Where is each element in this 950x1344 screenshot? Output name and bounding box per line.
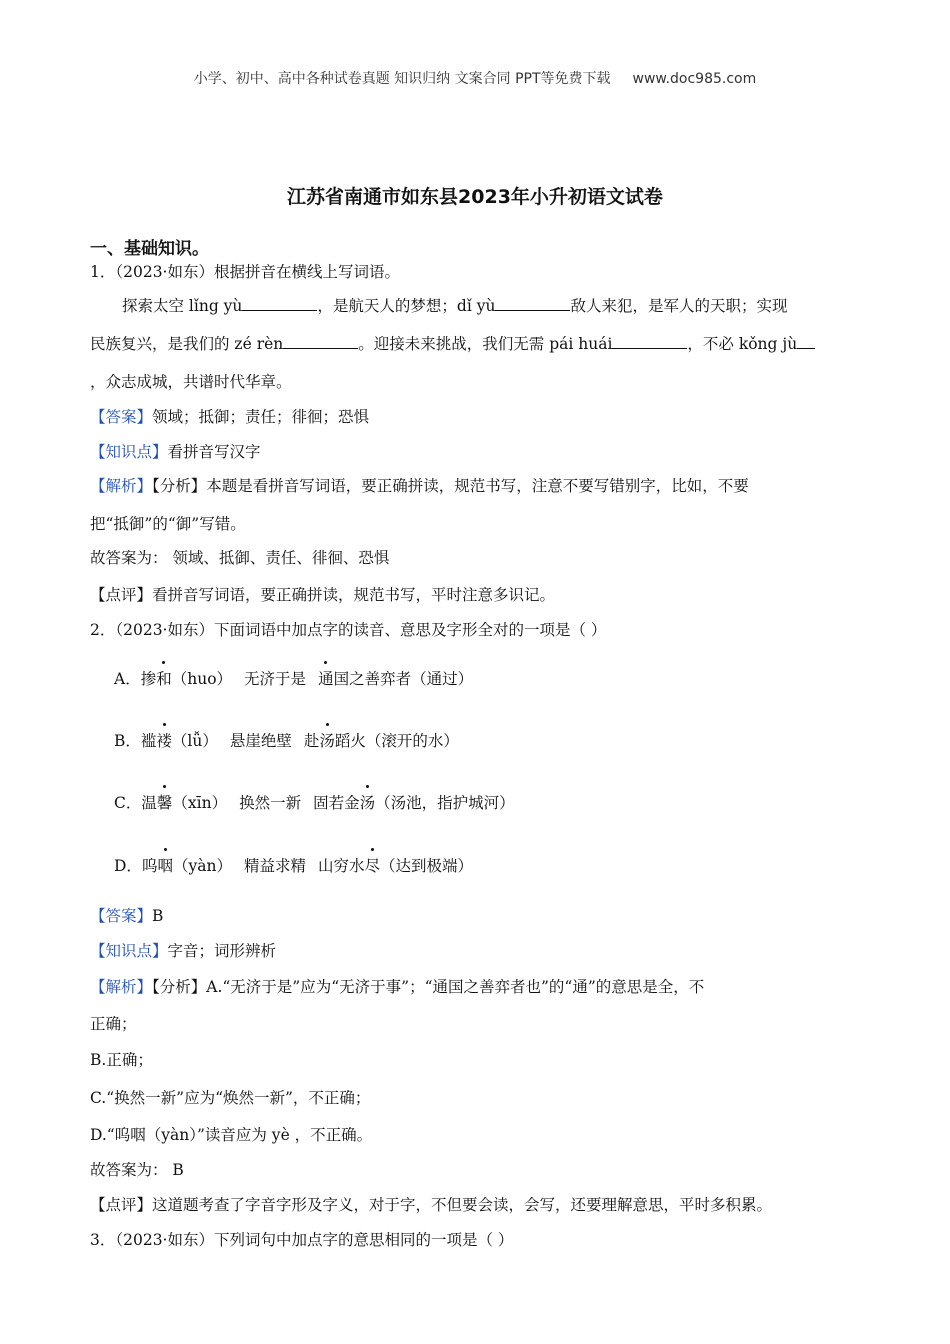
q2-option-d[interactable]: D．呜咽（yàn） 精益求精 山穷水尽（达到极端） bbox=[114, 854, 473, 876]
q1-analysis-line1: 【解析】【分析】本题是看拼音写词语，要正确拼读，规范书写，注意不要写错别字，比如，不要 bbox=[90, 477, 749, 495]
q2-stem: 2．（2023·如东）下面词语中加点字的读音、意思及字形全对的一项是（ ） bbox=[90, 621, 607, 639]
q1-blank-1[interactable] bbox=[242, 296, 317, 311]
q1-passage-line1: 探索太空 lǐng yù ，是航天人的梦想；dǐ yù 敌人来犯，是军人的天职；实现 bbox=[122, 297, 788, 315]
q2-analysis-b: B.正确； bbox=[90, 1051, 153, 1069]
q2-analysis-d: D.“呜咽（yàn）”读音应为 yè ，不正确。 bbox=[90, 1126, 373, 1144]
analysis-tag: 【解析】 bbox=[90, 978, 153, 996]
q1-blank-2[interactable] bbox=[495, 296, 570, 311]
q2-option-a[interactable]: A．掺和（huo） 无济于是 通国之善弈者（通过） bbox=[114, 667, 473, 689]
q2-analysis-line1: 【解析】【分析】A.“无济于是”应为“无济于事”；“通国之善弈者也”的“通”的意思是全，不 bbox=[90, 978, 705, 996]
q1-blank-4[interactable] bbox=[612, 334, 687, 349]
q2-answer: 【答案】B bbox=[90, 907, 164, 925]
header-url[interactable]: www.doc985.com bbox=[632, 71, 757, 87]
knowledge-tag: 【知识点】 bbox=[90, 443, 168, 461]
q1-final-answer: 故答案为： 领域、抵御、责任、徘徊、恐惧 bbox=[90, 549, 390, 567]
q1-answer: 【答案】领域；抵御；责任；徘徊；恐惧 bbox=[90, 408, 370, 426]
analysis-tag: 【解析】 bbox=[90, 477, 153, 495]
section-heading: 一、基础知识。 bbox=[90, 239, 209, 259]
q1-analysis-line2: 把“抵御”的“御”写错。 bbox=[90, 515, 246, 533]
header-text: 小学、初中、高中各种试卷真题 知识归纳 文案合同 PPT等免费下载 bbox=[193, 71, 611, 87]
q1-blank-3[interactable] bbox=[283, 334, 358, 349]
q2-option-b[interactable]: B．褴褛（lǚ） 悬崖绝壁 赴汤蹈火（滚开的水） bbox=[114, 729, 459, 751]
answer-tag: 【答案】 bbox=[90, 408, 153, 426]
answer-tag: 【答案】 bbox=[90, 907, 153, 925]
q2-comment: 【点评】这道题考查了字音字形及字义，对于字，不但要会读，会写，还要理解意思，平时多积累。 bbox=[90, 1196, 773, 1214]
q1-knowledge-point: 【知识点】看拼音写汉字 bbox=[90, 443, 261, 461]
q2-analysis-line2: 正确； bbox=[90, 1015, 137, 1033]
q2-final-answer: 故答案为： B bbox=[90, 1161, 184, 1179]
knowledge-tag: 【知识点】 bbox=[90, 942, 168, 960]
q2-option-c[interactable]: C．温馨（xīn） 换然一新 固若金汤（汤池，指护城河） bbox=[114, 791, 515, 813]
page-title: 江苏省南通市如东县2023年小升初语文试卷 bbox=[287, 186, 663, 208]
q2-knowledge-point: 【知识点】字音；词形辨析 bbox=[90, 942, 277, 960]
q1-passage-line2: 民族复兴，是我们的 zé rèn 。迎接未来挑战，我们无需 pái huái ，不必 kǒng jù bbox=[90, 332, 815, 354]
q1-blank-5[interactable] bbox=[797, 334, 815, 349]
q3-stem: 3．（2023·如东）下列词句中加点字的意思相同的一项是（ ） bbox=[90, 1231, 514, 1249]
q1-comment: 【点评】看拼音写词语，要正确拼读，规范书写，平时注意多识记。 bbox=[90, 586, 556, 604]
q1-passage-line3: ，众志成城，共谱时代华章。 bbox=[90, 373, 292, 391]
q1-stem: 1．（2023·如东）根据拼音在横线上写词语。 bbox=[90, 263, 400, 281]
page-header bbox=[0, 68, 950, 88]
q2-analysis-c: C.“换然一新”应为“焕然一新”，不正确； bbox=[90, 1089, 371, 1107]
